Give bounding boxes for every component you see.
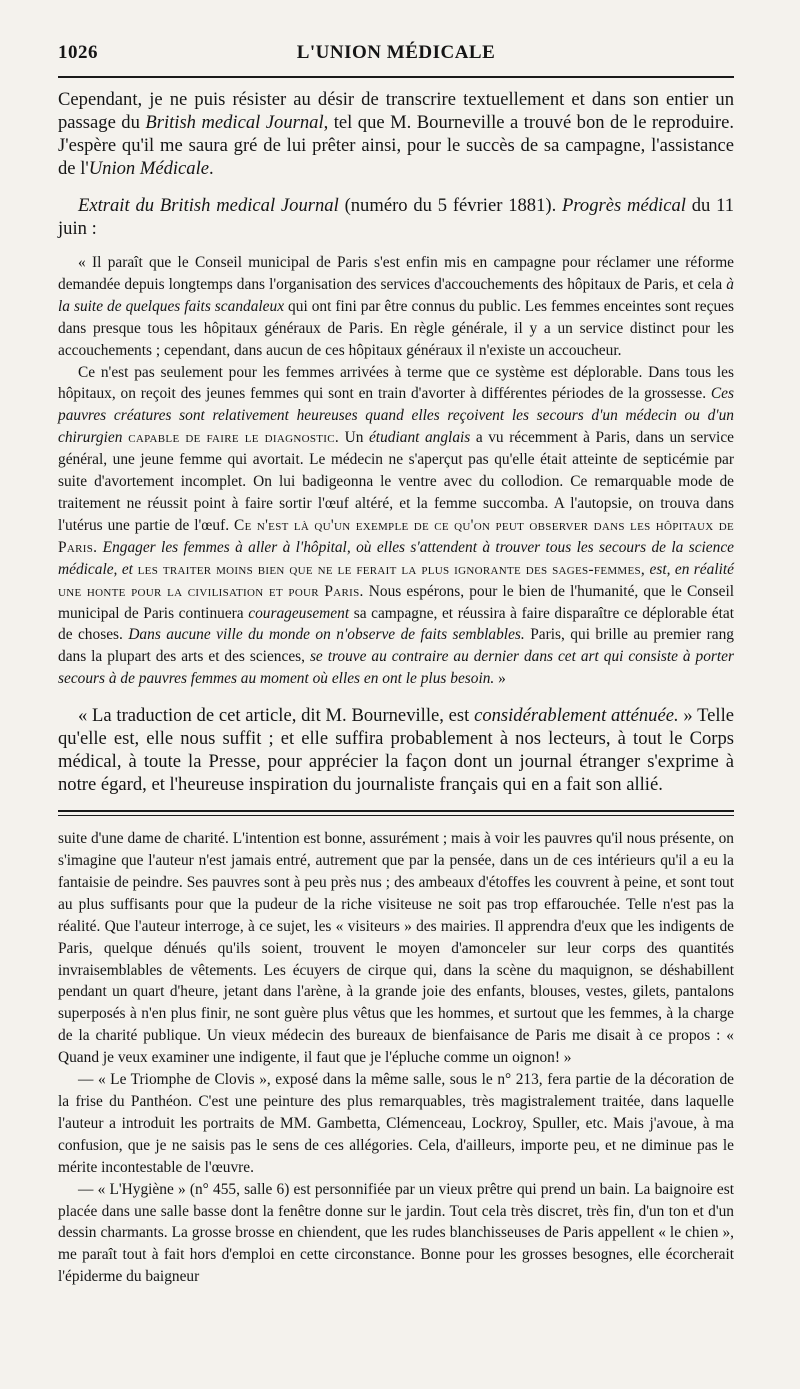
journal-title: L'UNION MÉDICALE bbox=[296, 42, 496, 63]
section-separator bbox=[58, 810, 734, 812]
feuilleton-paragraph-2: — « Le Triomphe de Clovis », exposé dans la même salle, sous le n° 213, fera partie de la décoration de la frise du Panthéon. C'est une peinture des plus remarquables, très magistralement traitée, dans laquelle l'auteur a introduit les portraits de MM. Gambetta, Clémenceau, Lockroy, Spuller, etc. Mais j'avoue, à ma confusion, que je ne saisis pas le sens de ces allégories. Cela, d'ailleurs, importe peu, et ne diminue pas le mérite incontestable de l'œuvre. bbox=[58, 1071, 734, 1176]
feuilleton-paragraph-1: suite d'une dame de charité. L'intention est bonne, assurément ; mais à voir les pauvres qu'il nous présente, on s'imagine que l'auteur n'est jamais entré, autrement que par la pensée, dans un de ces intérieurs qu'il a eu la fantaisie de peindre. Ses pauvres sont à peu près nus ; des ambeaux d'étoffes les couvrent à peine, et sont tout au plus suffisants pour que la pudeur de la riche visiteuse ne soit pas trop effarouchée. Telle n'est pas la réalité. Que l'auteur interroge, à ce sujet, les « visiteurs » des mairies. Il apprendra d'eux que les indigents de Paris, quelque dénués qu'ils soient, trouvent le moyen d'amonceler sur leur corps des quantités invraisemblables de vêtements. Les écuyers de cirque qui, dans la scène du maquignon, se déshabillent pendant un quart d'heure, jetant dans l'arène, à la grande joie des enfants, blouses, vestes, gilets, pantalons superposés à n'en plus finir, ne sont guère plus vêtus que les hommes, et surtout que les femmes, à la charge de la charité publique. Un vieux médecin des bureaux de bienfaisance de Paris me disait à ce propos : « Quand je veux examiner une indigente, il faut que je l'épluche comme un oignon! » bbox=[58, 830, 734, 1067]
extract-heading: Extrait du British medical Journal (numéro du 5 février 1881). Progrès médical du 11 juin : bbox=[58, 195, 735, 239]
closing-paragraph: « La traduction de cet article, dit M. Bourneville, est considérablement atténuée. » Telle qu'elle est, elle nous suffit ; et elle suffira probablement à nos lecteurs, à tout le Corps médical, à toute la Presse, pour apprécier la façon dont un journal étranger s'exprime à notre égard, et l'heureuse inspiration du journaliste français qui en a fait son allié. bbox=[58, 705, 735, 796]
intro-paragraph: Cependant, je ne puis résister au désir de transcrire textuellement et dans son entier un passage du British medical Journal, tel que M. Bourneville a trouvé bon de le reproduire. J'espère qu'il me saura gré de lui prêter ainsi, pour le succès de sa campagne, l'assistance de l'Union Médicale. bbox=[58, 89, 735, 179]
section-separator-thin bbox=[58, 815, 734, 816]
page-number: 1026 bbox=[58, 42, 98, 63]
page-header bbox=[58, 0, 734, 68]
quote-paragraph-2: Ce n'est pas seulement pour les femmes arrivées à terme que ce système est déplorable. Dans tous les hôpitaux, on reçoit des jeunes femmes qui sont en train d'avorter à différentes périodes de la grossesse. Ces pauvres créatures sont relativement heureuses quand elles reçoivent les secours d'un médecin ou d'un chirurgien capable de faire le diagnostic. Un étudiant anglais a vu récemment à Paris, dans un service général, une jeune femme qui avortait. Le médecin ne s'aperçut pas qu'elle était atteinte de septicémie par suite d'avortement incomplet. On lui badigeonna le ventre avec du collodion. Ce remarquable mode de traitement ne réussit point à faire sortir l'œuf altéré, et la femme succomba. A l'autopsie, on trouva dans l'utérus une partie de l'œuf. Ce n'est là qu'un exemple de ce qu'on peut observer dans les hôpitaux de Paris. Engager les femmes à aller à l'hôpital, où elles s'attendent à trouver tous les secours de la science médicale, et les traiter moins bien que ne le ferait la plus ignorante des sages-femmes, est, en réalité une honte pour la civilisation et pour Paris. Nous espérons, pour le bien de l'humanité, que le Conseil municipal de Paris continuera courageusement sa campagne, et réussira à faire disparaître ce déplorable état de choses. Dans aucune ville du monde on n'observe de faits semblables. Paris, qui brille au premier rang dans la plupart des arts et des sciences, se trouve au contraire au dernier dans cet art qui consiste à porter secours à de pauvres femmes au moment où elles en ont le plus besoin. » bbox=[58, 363, 735, 688]
quote-paragraph-1: « Il paraît que le Conseil municipal de Paris s'est enfin mis en campagne pour réclamer une réforme demandée depuis longtemps dans l'organisation des services d'accouchements des hôpitaux de Paris, et cela à la suite de quelques faits scandaleux qui ont fini par être connus du public. Les femmes enceintes sont reçues dans presque tous les hôpitaux généraux de Paris. En règle générale, il y a un service distinct pour les accouchements ; cependant, dans aucun de ces hôpitaux généraux il n'existe un accoucheur. bbox=[58, 254, 734, 359]
header-rule bbox=[58, 76, 734, 78]
feuilleton-paragraph-3: — « L'Hygiène » (n° 455, salle 6) est personnifiée par un vieux prêtre qui prend un bain. La baignoire est placée dans une salle basse dont la fenêtre donne sur le jardin. Tout cela très discret, très fin, d'un ton et d'un dessin charmants. La grosse brosse en chiendent, que les rudes blanchisseuses de Paris appellent « le chien », me paraît tout à fait hors d'emploi en cette circonstance. Bonne pour les grosses besognes, elle écorcherait l'épiderme du baigneur bbox=[58, 1180, 734, 1286]
